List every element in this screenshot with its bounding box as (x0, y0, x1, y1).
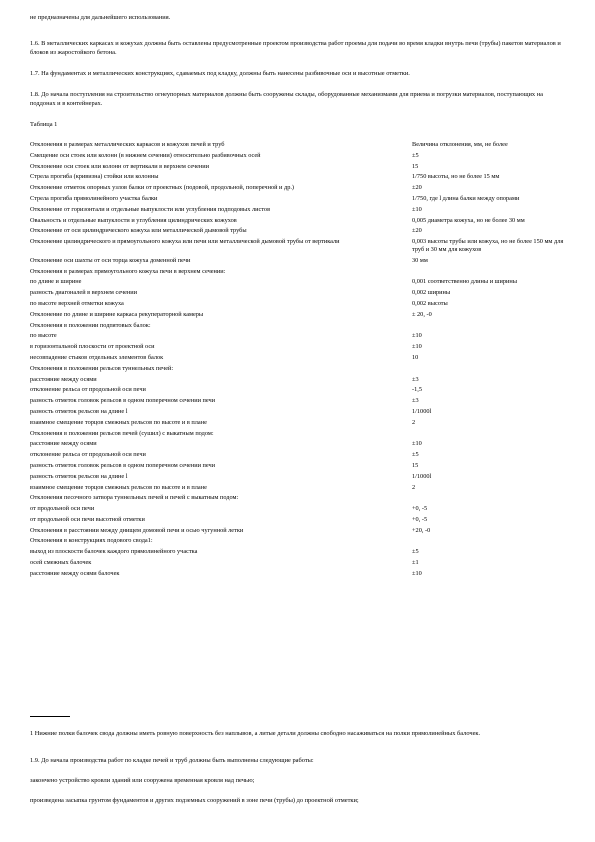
table-row (30, 548, 575, 559)
table-row (30, 527, 575, 538)
table-header-cell: Величина отклонения, мм, не более (412, 141, 508, 148)
table-row (30, 559, 575, 570)
tolerance-cell: 0,003 высоты трубы или кожуха, но не более 150 мм для труб и 30 мм для кожухов (412, 238, 564, 253)
tolerance-cell: ±10 (412, 205, 422, 213)
parameter-cell: расстояние между осями (30, 375, 97, 383)
table-row (30, 152, 575, 163)
parameter-cell: взаимное смещение торцов смежных рельсов по высоте и в плане (30, 483, 207, 491)
parameter-cell: отклонение рельса от продольной оси печи (30, 386, 146, 394)
table-row (30, 516, 575, 527)
tolerance-table (30, 141, 575, 581)
tolerance-cell (412, 322, 575, 333)
tolerance-cell: +20, -0 (412, 526, 431, 534)
tolerance-cell (412, 430, 575, 441)
parameter-cell: Отклонения в положении рельсов туннельных печей: (30, 364, 174, 372)
tolerance-cell: 0,001 соответственно длины и ширины (412, 278, 517, 286)
parameter-cell: Отклонение оси шахты от оси торца кожуха доменной печи (30, 256, 191, 264)
tolerance-cell: +0, -5 (412, 505, 428, 513)
paragraph-1-6: 1.6. В металлических каркасах и кожухах должны быть оставлены предусмотренные проектом производства работ проемы для подачи во время кладки внутрь печи (трубы) пакетов материалов и блоков из жаростойкого бетона. (30, 40, 561, 56)
paragraph-1-8: 1.8. До начала поступления на строительство огнеупорных материалов должны быть сооружены склады, оборудованные механизмами для приема и погрузки материалов, поступающих на поддонах и в контейнерах. (30, 91, 543, 107)
tolerance-cell: ±5 (412, 451, 419, 459)
parameter-cell: разность отметок головок рельсов в одном поперечном сечении печи (30, 461, 216, 469)
parameter-cell: Отклонение от оси цилиндрического кожуха или металлической дымовой трубы (30, 227, 247, 235)
tolerance-cell: ±10 (412, 332, 422, 340)
parameter-cell: Отклонения песочного затвора туннельных печей и печей с выкатным подом: (30, 494, 239, 502)
table-row (30, 322, 575, 333)
table-row (30, 462, 575, 473)
table-row (30, 257, 575, 268)
parameter-cell: выход из плоскости балочек каждого прямолинейного участка (30, 548, 198, 556)
tolerance-cell (412, 268, 575, 279)
table-row (30, 217, 575, 228)
paragraph-1-9: 1.9. До начала производства работ по кладке печей и труб должны быть выполнены следующие работы: (30, 757, 314, 764)
table-row (30, 278, 575, 289)
table-row (30, 289, 575, 300)
parameter-cell: несовпадение стыков отдельных элементов балок (30, 353, 164, 361)
tolerance-cell: 0,002 высоты (412, 299, 448, 307)
table-row (30, 311, 575, 322)
parameter-cell: разность отметок головок рельсов в одном поперечном сечении печи (30, 397, 216, 405)
table-row (30, 440, 575, 451)
table-row (30, 376, 575, 387)
table-row (30, 408, 575, 419)
table-row (30, 354, 575, 365)
table-title: Таблица 1 (30, 121, 58, 128)
tolerance-cell: 15 (412, 162, 419, 170)
tolerance-cell: -1,5 (412, 386, 422, 394)
tolerance-cell: ± 20, -0 (412, 310, 432, 318)
parameter-cell: Отклонения в конструкциях подового свода1: (30, 537, 153, 545)
parameter-cell: в горизонтальной плоскости от проектной оси (30, 343, 155, 351)
table-row (30, 206, 575, 217)
tolerance-cell: ±20 (412, 184, 422, 192)
tolerance-cell: ±5 (412, 151, 419, 159)
parameter-cell: отклонение рельса от продольной оси печи (30, 451, 146, 459)
tolerance-cell: ±3 (412, 375, 419, 383)
paragraph-continuation: не предназначены для дальнейшего использования. (30, 14, 171, 21)
table-row (30, 173, 575, 184)
list-item: закончено устройство кровли зданий или сооружена временная кровля над печью; (30, 777, 255, 784)
table-row (30, 195, 575, 206)
table-header-row (30, 141, 575, 152)
parameter-cell: Стрела прогиба прямолинейного участка балки (30, 194, 158, 202)
tolerance-cell: 15 (412, 461, 419, 469)
table-row (30, 227, 575, 238)
tolerance-cell (412, 537, 575, 548)
table-row (30, 397, 575, 408)
parameter-cell: осей смежных балочек (30, 559, 92, 567)
parameter-cell: расстояние между осями балочек (30, 569, 120, 577)
table-row (30, 505, 575, 516)
tolerance-cell: 1/1000l (412, 472, 432, 480)
tolerance-cell: ±3 (412, 397, 419, 405)
tolerance-cell: ±20 (412, 227, 422, 235)
table-header-cell: Отклонения в размерах металлических каркасов и кожухов печей и труб (30, 141, 225, 148)
tolerance-cell: 2 (412, 418, 416, 426)
tolerance-cell (412, 494, 575, 505)
tolerance-cell: ±1 (412, 559, 419, 567)
table-row (30, 332, 575, 343)
parameter-cell: Отклонение цилиндрического и прямоугольного кожуха или печи или металлической дымовой трубы от вертикали (30, 238, 340, 246)
table-row (30, 184, 575, 195)
table-row (30, 570, 575, 581)
parameter-cell: Отклонения в положении подпятовых балок: (30, 321, 151, 329)
parameter-cell: Отклонения в размерах прямоугольного кожуха печи в верхнем сечении: (30, 267, 226, 275)
table-row (30, 419, 575, 430)
parameter-cell: Отклонения в расстоянии между днищем домовой печи и осью чугунной летки (30, 526, 244, 534)
parameter-cell: Отклонение отметок опорных узлов балки от проектных (подовой, продольной, поперечной и др.) (30, 184, 295, 192)
table-row (30, 300, 575, 311)
parameter-cell: по высоте (30, 332, 57, 340)
table-row (30, 451, 575, 462)
footnote-divider (30, 716, 70, 717)
parameter-cell: разность отметок рельсов на длине l (30, 407, 128, 415)
parameter-cell: Отклонение по длине и ширине каркаса рекуператорной камеры (30, 310, 204, 318)
parameter-cell: от продольной оси печи (30, 505, 95, 513)
table-row (30, 484, 575, 495)
tolerance-cell (412, 365, 575, 376)
parameter-cell: Отклонение от горизонтали и отдельные выпуклости или углубления подподовых листов (30, 205, 271, 213)
parameter-cell: взаимное смещение торцов смежных рельсов по высоте и в плане (30, 418, 207, 426)
table-row (30, 473, 575, 484)
parameter-cell: Отклонения в положении рельсов печей (сушил) с выкатным подом: (30, 429, 214, 437)
parameter-cell: расстояние между осями (30, 440, 97, 448)
tolerance-cell: 2 (412, 483, 416, 491)
parameter-cell: по длине и ширине (30, 278, 82, 286)
list-item: произведена засыпка грунтом фундаментов и других подземных сооружений в зоне печи (трубы) до проектной отметки; (30, 797, 359, 804)
tolerance-cell: ±10 (412, 569, 422, 577)
parameter-cell: по высоте верхней отметки кожуха (30, 299, 124, 307)
tolerance-cell: 1/1000l (412, 407, 432, 415)
tolerance-cell: +0, -5 (412, 515, 428, 523)
tolerance-cell: 10 (412, 353, 419, 361)
parameter-cell: Смещение оси стоек или колонн (в нижнем сечении) относительно разбивочных осей (30, 151, 261, 159)
tolerance-cell: 0,002 ширины (412, 289, 451, 297)
parameter-cell: разность отметок рельсов на длине l (30, 472, 128, 480)
parameter-cell: Овальность и отдельные выпуклости и углубления цилиндрических кожухов (30, 216, 237, 224)
parameter-cell: от продольной оси печи высотной отметки (30, 515, 145, 523)
footnote: 1 Нижние полки балочек свода должны иметь ровную поверхность без наплывов, а литые детали должны свободно насаживаться на полки прямолинейных балочек. (30, 730, 481, 737)
parameter-cell: Стрела прогиба (кривизна) стойки или колонны (30, 173, 159, 181)
table-row (30, 343, 575, 354)
table-row (30, 365, 575, 376)
table-row (30, 268, 575, 279)
table-row (30, 238, 575, 257)
table-row (30, 386, 575, 397)
parameter-cell: Отклонение оси стоек или колонн от вертикали в верхнем сечении (30, 162, 210, 170)
parameter-cell: разность диагоналей в верхнем сечении (30, 289, 138, 297)
tolerance-cell: 1/750, где l длина балки между опорами (412, 194, 520, 202)
table-row (30, 494, 575, 505)
tolerance-cell: 0,005 диаметра кожуха, но не более 30 мм (412, 216, 525, 224)
table-row (30, 163, 575, 174)
paragraph-1-7: 1.7. На фундаментах и металлических конструкциях, сдаваемых под кладку, должны быть нанесены разбивочные оси и высотные отметки. (30, 70, 410, 77)
tolerance-cell: ±10 (412, 343, 422, 351)
tolerance-cell: ±5 (412, 548, 419, 556)
table-row (30, 430, 575, 441)
tolerance-cell: ±10 (412, 440, 422, 448)
tolerance-cell: 1/750 высоты, но не более 15 мм (412, 173, 500, 181)
tolerance-cell: 30 мм (412, 256, 428, 264)
table-row (30, 537, 575, 548)
